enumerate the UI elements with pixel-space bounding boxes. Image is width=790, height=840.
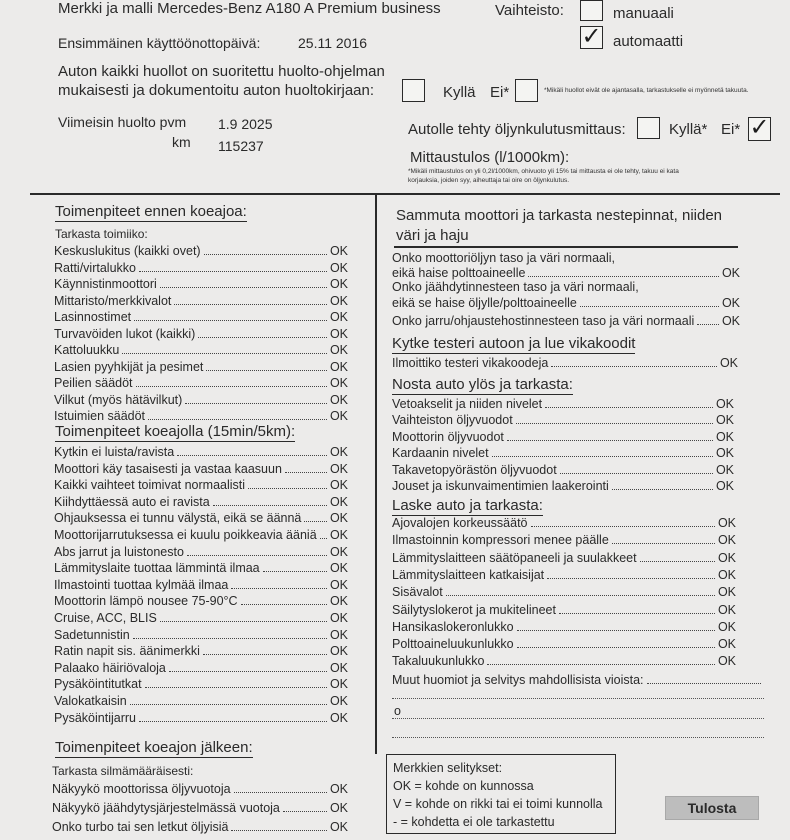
list-item — [52, 820, 348, 834]
leader-dots — [213, 504, 327, 506]
item-label: Näkyykö moottorissa öljyvuotoja — [52, 782, 231, 796]
item-label: Vaihteiston öljyvuodot — [392, 413, 513, 428]
leader-dots — [231, 829, 326, 831]
item-label: Moottorin lämpö nousee 75-90°C — [54, 594, 238, 609]
item-label: Säilytyslokerot ja mukitelineet — [392, 602, 556, 617]
engine-q3-value: OK — [721, 314, 740, 328]
gearbox-label: Vaihteisto: — [495, 2, 564, 19]
item-label: Abs jarrut ja luistonesto — [54, 544, 184, 559]
item-status: OK — [717, 637, 736, 652]
leader-dots — [177, 454, 327, 456]
km-label: km — [172, 134, 191, 150]
leader-dots — [130, 703, 327, 705]
item-label: Lämmityslaite tuottaa lämmintä ilmaa — [54, 561, 260, 576]
list-item — [54, 711, 348, 725]
service-text-line1: Auton kaikki huollot on suoritettu huolto-ohjelman — [58, 63, 385, 80]
item-label: Sisävalot — [392, 585, 443, 600]
leader-dots — [580, 305, 719, 307]
legend-v: V = kohde on rikki tai ei toimi kunnolla — [393, 797, 603, 811]
leader-dots — [187, 554, 327, 556]
item-label: Valokatkaisin — [54, 694, 127, 708]
item-status: OK — [717, 619, 736, 634]
list-item — [54, 677, 348, 691]
item-label: Lasinnostimet — [54, 310, 132, 324]
list-item — [392, 479, 734, 493]
leader-dots — [145, 686, 327, 688]
engine-q3-label: Onko jarru/ohjaustehostinnesteen taso ja väri normaali — [392, 314, 695, 328]
item-status: OK — [717, 533, 736, 548]
notes-label: Muut huomiot ja selvitys mahdollisista vioista: — [392, 673, 644, 687]
leader-dots — [492, 455, 713, 457]
leader-dots — [547, 577, 715, 579]
engine-q1-row — [392, 266, 740, 280]
item-label: Onko turbo tai sen letkut öljyisiä — [52, 820, 229, 834]
item-label: Ratti/virtalukko — [54, 260, 136, 275]
list-item — [392, 620, 736, 634]
leader-dots — [174, 303, 327, 305]
item-label: Peilien säädöt — [54, 376, 133, 390]
leader-dots — [198, 336, 327, 338]
make-model: Merkki ja malli Mercedes-Benz A180 A Premium business — [58, 0, 441, 17]
list-item — [392, 654, 736, 668]
item-label: Moottorijarrutuksessa ei kuulu poikkeavia ääniä — [54, 528, 317, 542]
item-status: OK — [329, 544, 348, 559]
tester-row — [392, 356, 738, 370]
item-status: OK — [329, 260, 348, 275]
leader-dots — [612, 488, 713, 490]
engine-q2-label: eikä se haise öljylle/polttoaineelle — [392, 296, 577, 310]
item-label: Lämmityslaitteen katkaisijat — [392, 567, 545, 582]
item-label: Ratin napit sis. äänimerkki — [54, 644, 200, 659]
item-label: Moottori käy tasaisesti ja vastaa kaasuun — [54, 461, 282, 476]
item-label: Mittaristo/merkkivalot — [54, 293, 172, 308]
first-reg-label: Ensimmäinen käyttöönottopäivä: — [58, 35, 261, 51]
list-item — [52, 782, 348, 796]
service-text-line2: mukaisesti ja dokumentoitu auton huoltokirjaan: — [58, 82, 375, 99]
engine-q2-row — [392, 296, 740, 310]
service-no-checkbox[interactable] — [515, 79, 538, 102]
item-status: OK — [329, 277, 348, 291]
list-item — [52, 801, 348, 815]
leader-dots — [283, 810, 327, 812]
item-label: Turvavöiden lukot (kaikki) — [54, 326, 196, 341]
leader-dots — [517, 646, 715, 648]
service-no-label: Ei* — [490, 84, 510, 101]
leader-dots — [139, 720, 327, 722]
item-status: OK — [329, 677, 348, 692]
item-status: OK — [717, 585, 736, 600]
leader-dots — [234, 791, 327, 793]
engine-title-line1: Sammuta moottori ja tarkasta nestepinnat, niiden — [396, 207, 723, 224]
leader-dots — [139, 270, 327, 272]
item-status: OK — [329, 293, 348, 308]
item-status: OK — [329, 376, 348, 390]
item-status: OK — [715, 397, 734, 411]
list-item — [54, 495, 348, 509]
engine-q2-value: OK — [721, 296, 740, 310]
list-item — [392, 585, 736, 599]
leader-dots — [169, 670, 327, 672]
item-status: OK — [329, 326, 348, 341]
item-status: OK — [329, 820, 348, 834]
item-status: OK — [329, 310, 348, 324]
item-label: Cruise, ACC, BLIS — [54, 611, 157, 625]
list-item — [54, 445, 348, 459]
item-label: Jouset ja iskunvaimentimien laakerointi — [392, 479, 609, 493]
leader-dots — [160, 286, 327, 288]
item-label: Palaako häiriövaloja — [54, 660, 166, 675]
list-item — [392, 430, 734, 444]
item-status: OK — [717, 567, 736, 582]
engine-q1-label: eikä haise polttoaineelle — [392, 266, 526, 280]
item-label: Näkyykö jäähdytysjärjestelmässä vuotoja — [52, 801, 280, 815]
last-service-label: Viimeisin huolto pvm — [58, 114, 187, 130]
leader-dots — [487, 663, 715, 665]
item-label: Kaikki vaihteet toimivat normaalisti — [54, 478, 246, 493]
leader-dots — [551, 365, 717, 367]
header-divider — [30, 193, 780, 195]
leader-dots — [560, 472, 713, 474]
oil-yes-checkbox[interactable] — [637, 117, 660, 139]
item-status: OK — [329, 577, 348, 592]
item-label: Kardaanin nivelet — [392, 446, 489, 461]
leader-dots — [248, 487, 327, 489]
item-status: OK — [329, 644, 348, 659]
oil-no-label: Ei* — [721, 121, 741, 138]
item-status: OK — [329, 359, 348, 374]
item-label: Takaluukunlukko — [392, 654, 485, 669]
oil-measure-label: Autolle tehty öljynkulutusmittaus: — [408, 121, 626, 138]
service-footnote: *Mikäli huollot eivät ole ajantasalla, tarkastukselle ei myönnetä takuuta. — [544, 87, 749, 94]
list-item — [54, 261, 348, 275]
lower-title: Laske auto ja tarkasta: — [392, 497, 543, 514]
list-item — [392, 551, 736, 565]
list-item — [54, 244, 348, 258]
item-label: Ilmastointi tuottaa kylmää ilmaa — [54, 577, 229, 592]
list-item — [54, 644, 348, 658]
item-status: OK — [329, 660, 348, 675]
list-item — [392, 463, 734, 477]
notes-row — [392, 673, 764, 687]
list-item — [54, 462, 348, 476]
item-label: Ajovalojen korkeussäätö — [392, 516, 528, 530]
leader-dots — [304, 520, 327, 522]
list-item — [54, 661, 348, 675]
leader-dots — [204, 253, 327, 255]
leader-dots — [647, 682, 762, 684]
item-status: OK — [329, 801, 348, 815]
leader-dots — [612, 542, 715, 544]
leader-dots — [122, 352, 327, 354]
list-item — [54, 409, 348, 423]
leader-dots — [531, 525, 715, 527]
item-status: OK — [329, 528, 348, 542]
item-label: Lasien pyyhkijät ja pesimet — [54, 359, 204, 374]
list-item — [54, 694, 348, 708]
before-drive-title: Toimenpiteet ennen koeajoa: — [55, 203, 247, 220]
item-label: Moottorin öljyvuodot — [392, 429, 504, 444]
engine-title-underline — [394, 246, 738, 248]
list-item — [54, 478, 348, 492]
leader-dots — [133, 637, 327, 639]
km-value: 115237 — [218, 138, 264, 154]
before-drive-subtitle: Tarkasta toimiiko: — [55, 227, 148, 241]
leader-dots — [134, 319, 327, 321]
item-status: OK — [329, 627, 348, 642]
list-item — [54, 393, 348, 407]
item-label: Käynnistinmoottori — [54, 277, 157, 291]
leader-dots — [231, 587, 327, 589]
list-item — [54, 327, 348, 341]
leader-dots — [203, 653, 327, 655]
leader-dots — [185, 402, 327, 404]
item-label: Lämmityslaitteen säätöpaneeli ja suulakkeet — [392, 550, 637, 565]
item-label: Ilmastoinnin kompressori menee päälle — [392, 533, 609, 548]
item-label: Kiihdyttäessä auto ei ravista — [54, 494, 210, 509]
notes-line-3[interactable] — [392, 736, 764, 738]
item-status: OK — [329, 409, 348, 423]
item-label: Kytkin ei luista/ravista — [54, 445, 175, 459]
oil-yes-label: Kyllä* — [669, 121, 708, 138]
list-item — [54, 578, 348, 592]
item-status: OK — [329, 611, 348, 625]
item-status: OK — [329, 710, 348, 725]
tester-value: OK — [719, 356, 738, 370]
leader-dots — [697, 323, 719, 325]
item-status: OK — [329, 445, 348, 459]
leader-dots — [507, 439, 713, 441]
list-item — [54, 294, 348, 308]
item-status: OK — [329, 343, 348, 357]
list-item — [54, 594, 348, 608]
engine-q2-line1: Onko jäähdytinnesteen taso ja väri normaali, — [392, 280, 639, 294]
list-item — [54, 511, 348, 525]
leader-dots — [148, 418, 327, 420]
lift-title: Nosta auto ylös ja tarkasta: — [392, 376, 573, 393]
list-item — [54, 360, 348, 374]
leader-dots — [516, 422, 713, 424]
item-label: Vetoakselit ja niiden nivelet — [392, 397, 543, 411]
legend-dash: - = kohdetta ei ole tarkastettu — [393, 815, 555, 829]
item-status: OK — [717, 602, 736, 617]
engine-q3-row — [392, 314, 740, 328]
engine-q1-line1: Onko moottoriöljyn taso ja väri normaali, — [392, 251, 616, 265]
first-reg-value: 25.11 2016 — [298, 35, 368, 51]
legend-title: Merkkien selitykset: — [393, 761, 503, 775]
leader-dots — [320, 537, 327, 539]
item-label: Kattoluukku — [54, 343, 120, 357]
item-status: OK — [329, 511, 348, 526]
list-item — [392, 397, 734, 411]
engine-title-line2: väri ja haju — [396, 227, 469, 244]
list-item — [54, 310, 348, 324]
list-item — [54, 376, 348, 390]
last-service-date: 1.9 2025 — [218, 116, 273, 132]
item-status: OK — [715, 446, 734, 461]
list-item — [392, 568, 736, 582]
column-divider — [375, 194, 377, 754]
leader-dots — [160, 620, 327, 622]
list-item — [54, 545, 348, 559]
item-label: Keskuslukitus (kaikki ovet) — [54, 244, 201, 258]
item-status: OK — [715, 479, 734, 493]
legend-box — [386, 754, 616, 834]
item-status: OK — [329, 392, 348, 407]
list-item — [392, 516, 736, 530]
leader-dots — [517, 629, 715, 631]
after-drive-title: Toimenpiteet koeajon jälkeen: — [55, 739, 253, 756]
list-item — [392, 637, 736, 651]
list-item — [54, 277, 348, 291]
item-status: OK — [329, 782, 348, 796]
item-status: OK — [329, 478, 348, 493]
item-status: OK — [717, 654, 736, 669]
list-item — [392, 413, 734, 427]
test-drive-title: Toimenpiteet koeajolla (15min/5km): — [55, 423, 296, 440]
leader-dots — [640, 560, 715, 562]
item-status: OK — [329, 244, 348, 258]
notes-mark: o — [394, 704, 401, 718]
item-status: OK — [715, 413, 734, 428]
item-label: Pysäköintitutkat — [54, 677, 142, 692]
leader-dots — [241, 603, 327, 605]
item-label: Istuimien säädöt — [54, 409, 146, 423]
service-yes-label: Kyllä — [443, 84, 476, 101]
list-item — [392, 446, 734, 460]
check-icon: ✓ — [749, 114, 770, 141]
notes-line-1[interactable] — [392, 697, 764, 699]
oil-footnote: *Mikäli mittaustulos on yli 0,2l/1000km, ohivuoto yli 15% tai mittausta ei ole tehty, takuu ei kata korjauksia, joiden syy, aiheuttaja tai oire on öljynkulutus. — [408, 168, 679, 184]
service-yes-checkbox[interactable] — [402, 79, 425, 102]
list-item — [54, 611, 348, 625]
leader-dots — [206, 369, 327, 371]
item-label: Takavetopyörästön öljyvuodot — [392, 462, 557, 477]
item-status: OK — [717, 550, 736, 565]
leader-dots — [545, 406, 713, 408]
item-status: OK — [329, 561, 348, 576]
leader-dots — [136, 385, 327, 387]
item-status: OK — [329, 494, 348, 509]
tester-label: Ilmoittiko testeri vikakoodeja — [392, 356, 549, 370]
item-label: Ohjauksessa ei tunnu välystä, eikä se äännä — [54, 511, 302, 526]
print-button[interactable]: Tulosta — [665, 796, 759, 820]
after-drive-subtitle: Tarkasta silmämääräisesti: — [52, 764, 194, 778]
item-status: OK — [329, 461, 348, 476]
leader-dots — [263, 570, 327, 572]
gearbox-auto-checkbox[interactable] — [580, 23, 603, 50]
item-status: OK — [329, 594, 348, 609]
list-item — [54, 528, 348, 542]
leader-dots — [528, 275, 719, 277]
gearbox-manual-label: manuaali — [613, 5, 674, 22]
item-label: Polttoaineluukunlukko — [392, 637, 514, 652]
tester-title: Kytke testeri autoon ja lue vikakoodit — [392, 335, 636, 352]
gearbox-auto-label: automaatti — [613, 33, 684, 50]
item-status: OK — [715, 462, 734, 477]
oil-result-label: Mittaustulos (l/1000km): — [410, 149, 570, 166]
leader-dots — [285, 471, 327, 473]
item-status: OK — [717, 516, 736, 530]
list-item — [54, 628, 348, 642]
list-item — [54, 343, 348, 357]
item-label: Pysäköintijarru — [54, 710, 136, 725]
engine-q1-value: OK — [721, 266, 740, 280]
list-item — [392, 603, 736, 617]
gearbox-manual-checkbox[interactable] — [580, 0, 603, 21]
item-label: Vilkut (myös hätävilkut) — [54, 392, 183, 407]
leader-dots — [559, 612, 715, 614]
check-icon: ✓ — [581, 23, 602, 50]
legend-ok: OK = kohde on kunnossa — [393, 779, 534, 793]
item-status: OK — [715, 429, 734, 444]
oil-no-checkbox[interactable] — [748, 114, 771, 141]
list-item — [54, 561, 348, 575]
notes-line-2[interactable] — [392, 717, 764, 719]
leader-dots — [446, 594, 715, 596]
list-item — [392, 533, 736, 547]
item-status: OK — [329, 694, 348, 708]
item-label: Sadetunnistin — [54, 627, 130, 642]
item-label: Hansikaslokeronlukko — [392, 619, 514, 634]
